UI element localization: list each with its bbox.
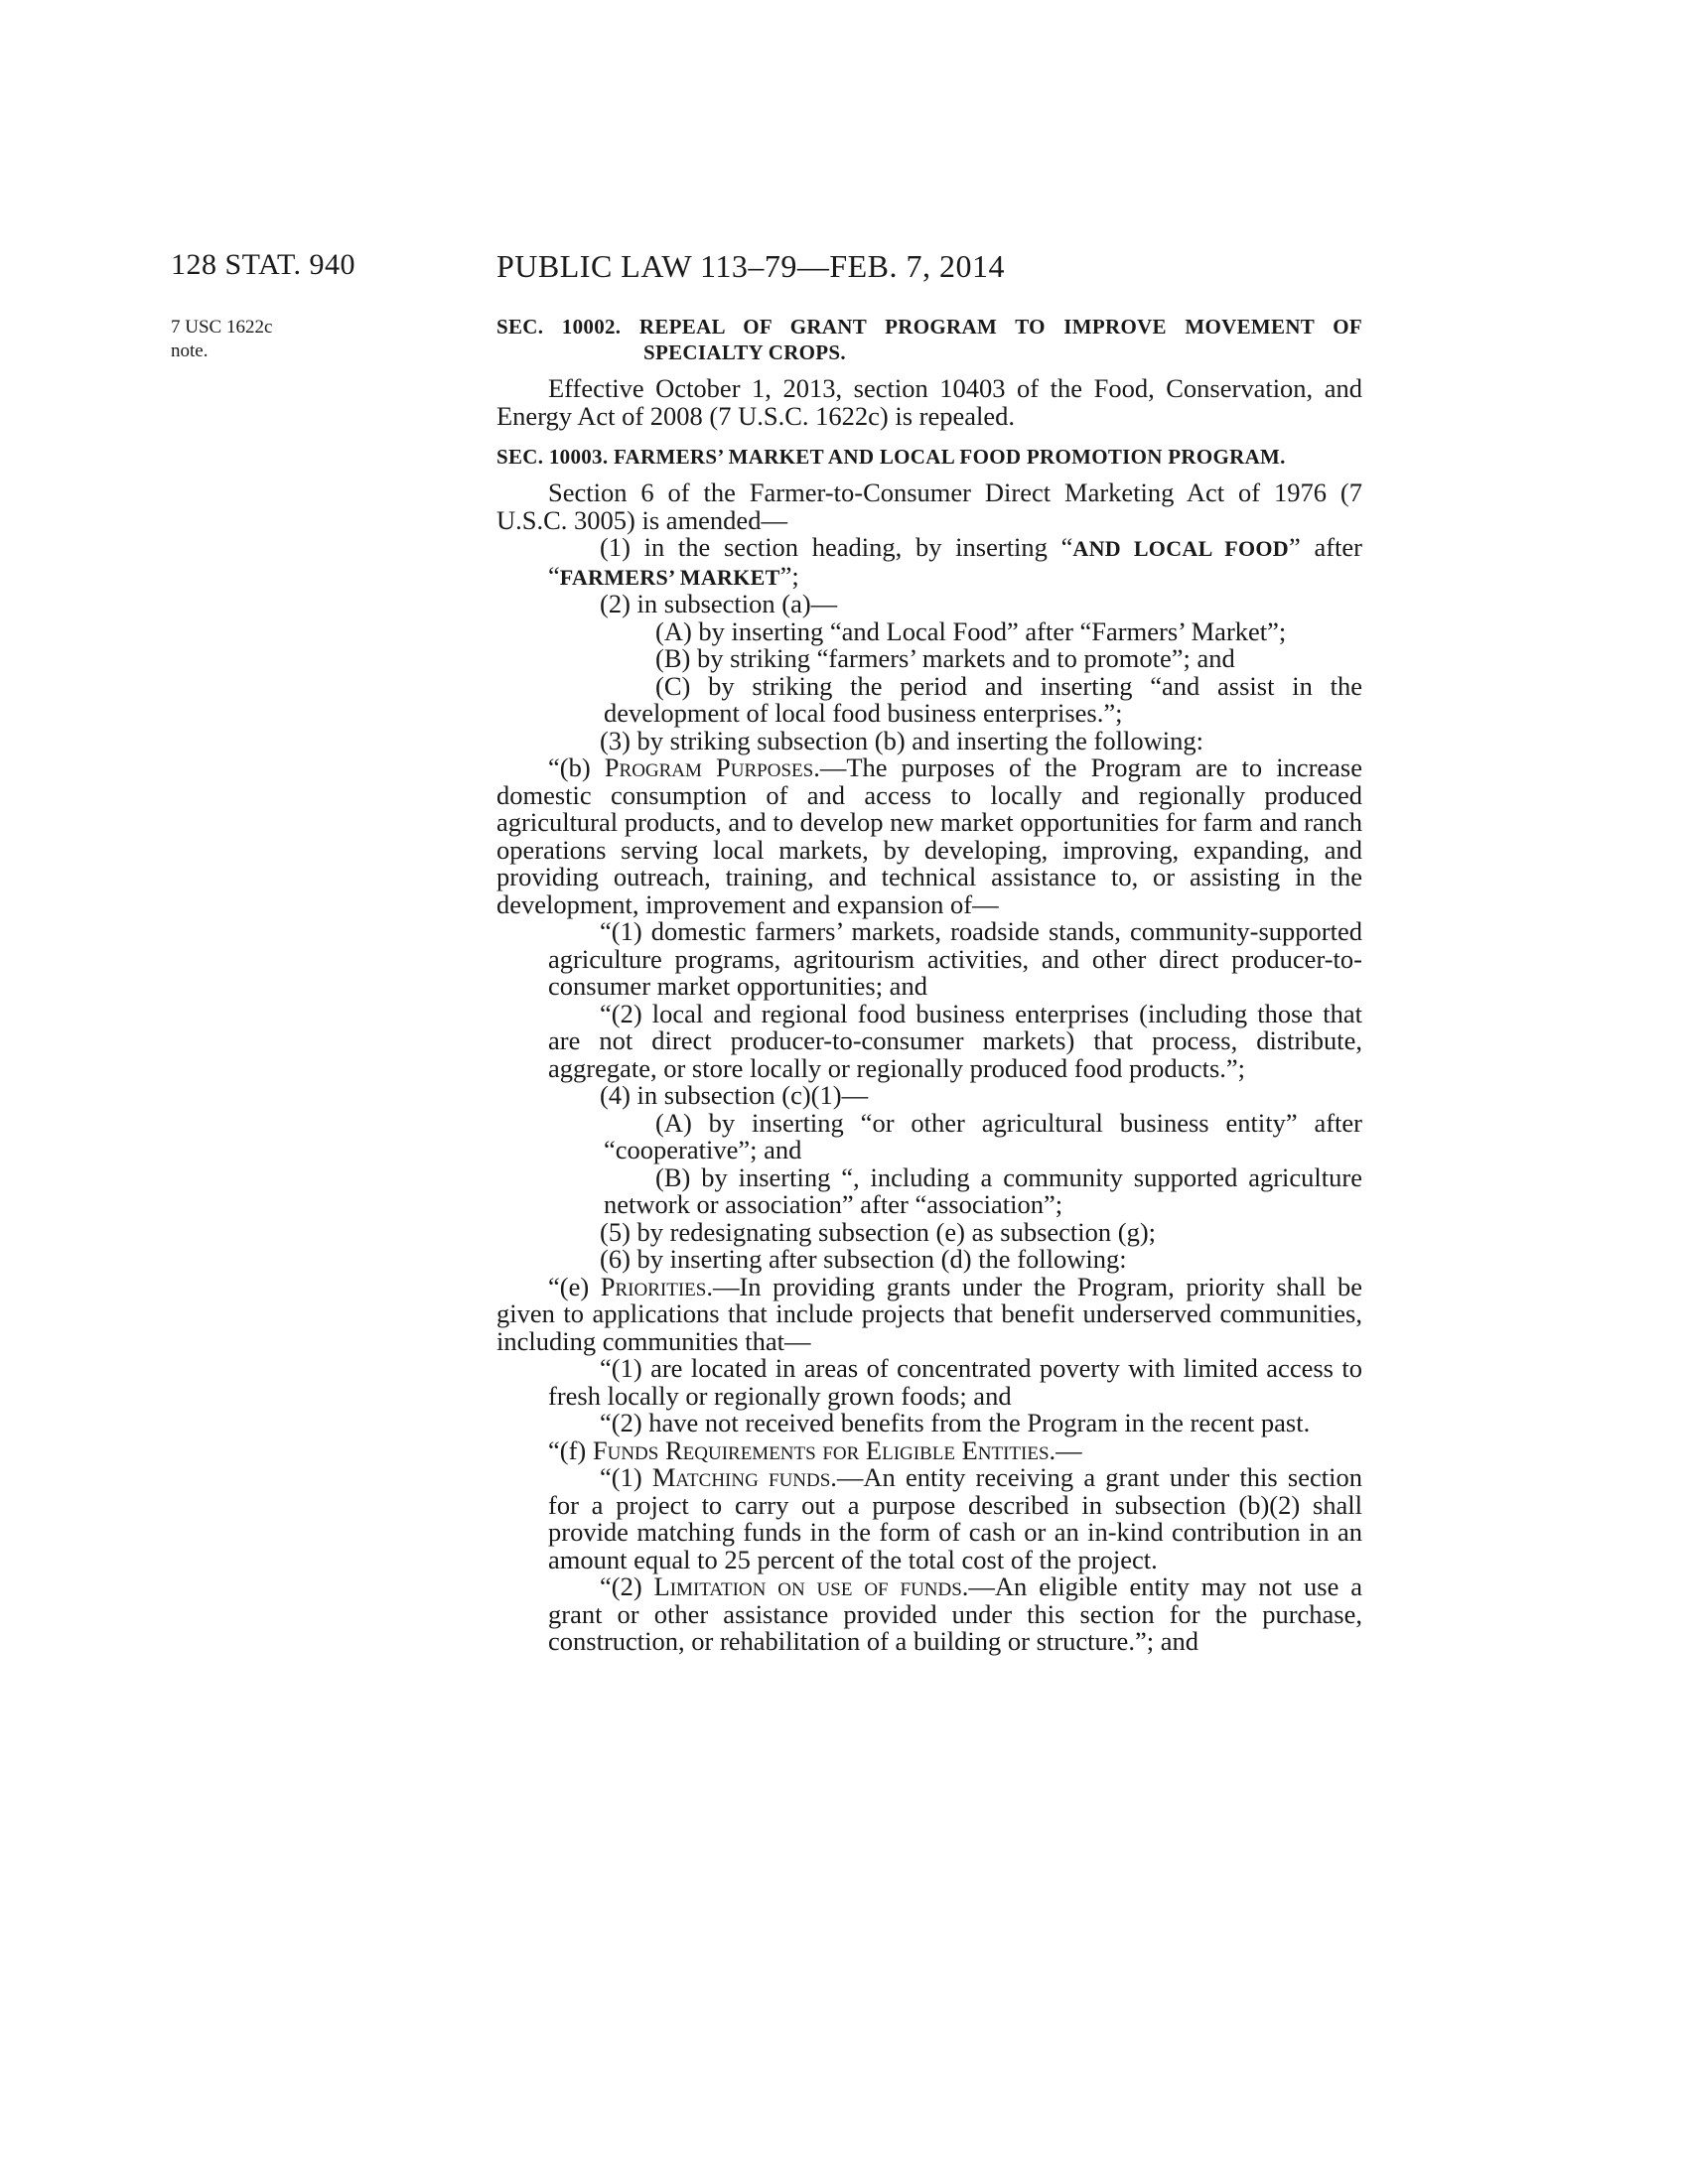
subsection-f-paragraph-2: “(2) Limitation on use of funds.—An eligible entity may not use a grant or other assistance provided under this section for the purchase, construction, or rehabilitation of a building or structure.”; and <box>548 1571 1362 1656</box>
amendment-item-2a: (A) by inserting “and Local Food” after “Farmers’ Market”; <box>655 615 1287 646</box>
page-body <box>496 314 1362 1656</box>
amendment-item-2: (2) in subsection (a)— <box>600 589 838 618</box>
section-10003-intro: Section 6 of the Farmer-to-Consumer Direct Marketing Act of 1976 (7 U.S.C. 3005) is amended— <box>496 478 1362 535</box>
subsection-e-heading: Priorities <box>600 1271 707 1301</box>
amendment-item-6: (6) by inserting after subsection (d) the following: <box>600 1244 1127 1274</box>
amendment-item-4a: (A) by inserting “or other agricultural business entity” after “cooperative”; and <box>604 1107 1362 1164</box>
amendment-item-1: (1) in the section heading, by inserting “AND LOCAL FOOD” after “FARMERS’ MARKET”; <box>548 532 1362 591</box>
subsection-b-heading: Program Purposes <box>604 752 814 782</box>
section-10002-body: Effective October 1, 2013, section 10403 of the Food, Conservation, and Energy Act of 2008 (7 U.S.C. 1622c) is repealed. <box>496 373 1362 431</box>
subsection-e-paragraph-1: “(1) are located in areas of concentrated poverty with limited access to fresh locally or regionally grown foods; and <box>548 1353 1362 1411</box>
margin-note-citation: 7 USC 1622c <box>171 317 273 338</box>
subsection-e-paragraph-2: “(2) have not received benefits from the Program in the recent past. <box>600 1408 1311 1437</box>
amendment-item-4: (4) in subsection (c)(1)— <box>600 1080 869 1110</box>
subsection-e-priorities: “(e) Priorities.—In providing grants under the Program, priority shall be given to applications that include projects that benefit underserved communities, including communities that— <box>496 1271 1362 1356</box>
section-10002-heading: SEC. 10002. REPEAL OF GRANT PROGRAM TO IMPROVE MOVEMENT OF SPECIALTY CROPS. <box>496 315 1362 364</box>
amendment-item-2b: (B) by striking “farmers’ markets and to promote”; and <box>655 643 1235 673</box>
limitation-heading: Limitation on use of funds <box>653 1571 962 1601</box>
section-10003-heading: SEC. 10003. FARMERS’ MARKET AND LOCAL FOOD PROMOTION PROGRAM. <box>496 445 1286 469</box>
page-running-title: PUBLIC LAW 113–79—FEB. 7, 2014 <box>496 248 1006 284</box>
amendment-item-3: (3) by striking subsection (b) and inserting the following: <box>600 725 1203 755</box>
amendment-item-4b: (B) by inserting “, including a community supported agriculture network or association” after “association”; <box>604 1161 1362 1219</box>
inserted-heading-text: AND LOCAL FOOD <box>1072 536 1289 561</box>
subsection-b-paragraph-1: “(1) domestic farmers’ markets, roadside stands, community-supported agriculture programs, agritourism activities, and other direct producer-to-consumer market opportunities; and <box>548 916 1362 1001</box>
amendment-item-5: (5) by redesignating subsection (e) as subsection (g); <box>600 1216 1157 1247</box>
margin-note <box>171 316 272 363</box>
subsection-b-program-purposes: “(b) Program Purposes.—The purposes of the Program are to increase domestic consumption of and access to locally and regionally produced agricultural products, and to develop new market opportunities for farm and ranch operations serving local markets, by developing, improving, expanding, and providing outreach, training, and technical assistance to, or assisting in the development, improvement and expansion of— <box>496 752 1362 919</box>
subsection-f-funds-requirements: “(f) Funds Requirements for Eligible Entities.— <box>548 1434 1082 1465</box>
page-stat-citation: 128 STAT. 940 <box>171 248 356 281</box>
subsection-f-paragraph-1: “(1) Matching funds.—An entity receiving a grant under this section for a project to carry out a purpose described in subsection (b)(2) shall provide matching funds in the form of cash or an in-kind contribution in an amount equal to 25 percent of the total cost of the project. <box>548 1462 1362 1574</box>
existing-heading-text: FARMERS’ MARKET <box>559 564 780 590</box>
subsection-b-paragraph-2: “(2) local and regional food business enterprises (including those that are not direct producer-to-consumer markets) that process, distribute, aggregate, or store locally or regionally produced food products.”; <box>548 998 1362 1083</box>
amendment-item-2c: (C) by striking the period and inserting “and assist in the development of local food business enterprises.”; <box>604 670 1362 728</box>
subsection-f-heading: Funds Requirements for Eligible Entities <box>592 1434 1050 1465</box>
matching-funds-heading: Matching funds <box>651 1462 831 1492</box>
margin-note-suffix: note. <box>171 341 209 361</box>
